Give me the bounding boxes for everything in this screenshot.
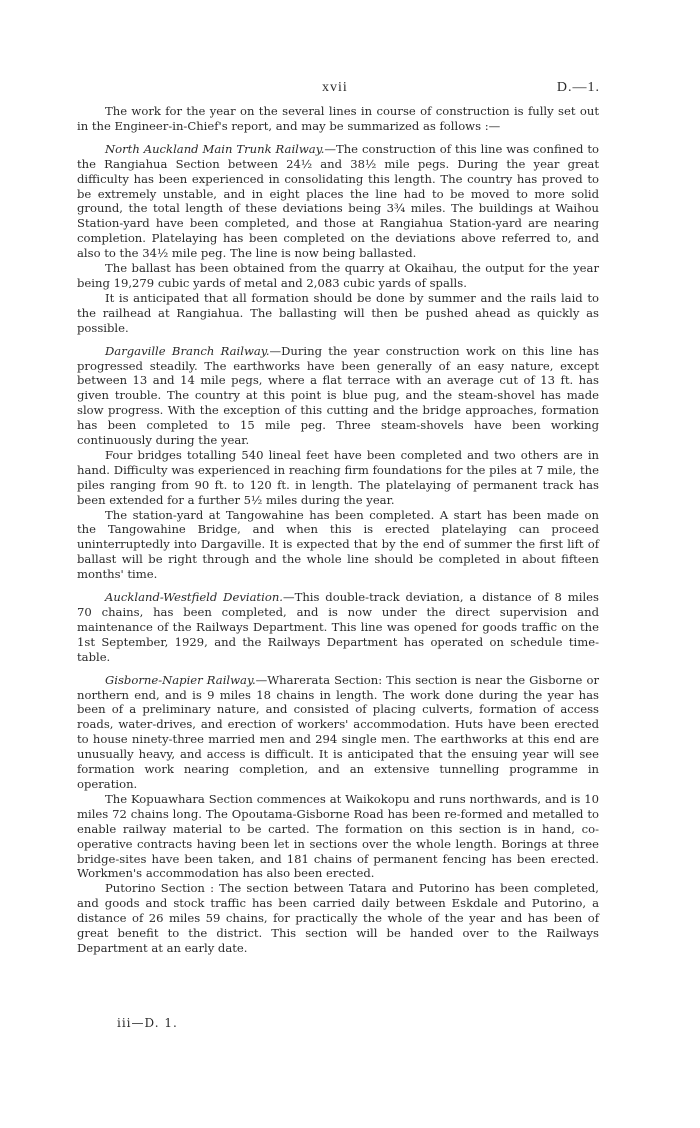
page-header: [0, 80, 700, 100]
paragraph-tangowahine: The station-yard at Tangowahine has been completed. A start has been made on the Tangowahine Bridge, and when this is erected platelaying can proceed uninterruptedly into Dargaville. It is expected that by the end of summer the first lift of ballast will be right through and the whole line should be completed in about fifteen months' time.: [77, 507, 599, 582]
signature-mark: iii—D. 1.: [117, 1016, 178, 1030]
section-heading: North Auckland Main Trunk Railway.: [105, 141, 325, 156]
report-body: [77, 104, 599, 956]
paragraph-auckland-westfield: Auckland-Westfield Deviation.—This double-track deviation, a distance of 8 miles 70 chains, has been completed, and is now under the direct supervision and maintenance of the Railways Department. This line was opened for goods traffic on the 1st September, 1929, and the Railways Department has operated on schedule time-table.: [77, 590, 599, 664]
paragraph-north-auckland: North Auckland Main Trunk Railway.—The construction of this line was confined to the Rangiahua Section between 24½ and 38½ mile pegs. During the year great difficulty has been experienced in consolidating this length. The country has proved to be extremely unstable, and in eight places the line had to be moved to more solid ground, the total length of these deviations being 3¾ miles. The buildings at Waihou Station-yard have been completed, and those at Rangiahua Station-yard are nearing completion. Platelaying has been completed on the deviations above referred to, and also to the 34½ mile peg. The line is now being ballasted.: [77, 141, 599, 261]
paragraph-ballast: The ballast has been obtained from the quarry at Okaihau, the output for the year being 19,279 cubic yards of metal and 2,083 cubic yards of spalls.: [77, 261, 599, 290]
section-heading: Gisborne-Napier Railway.: [105, 672, 256, 687]
section-heading: Dargaville Branch Railway.: [105, 343, 270, 358]
paragraph-putorino: Putorino Section : The section between Tatara and Putorino has been completed, and goods and stock traffic has been carried daily between Eskdale and Putorino, a distance of 26 miles 59 chains, for practically the whole of the year and has been of great benefit to the district. This section will be handed over to the Railways Department at an early date.: [77, 881, 599, 955]
section-heading: Auckland-Westfield Deviation.: [105, 590, 283, 605]
paragraph-kopuawhara: The Kopuawhara Section commences at Waikokopu and runs northwards, and is 10 miles 72 chains long. The Opoutama-Gisborne Road has been re-formed and metalled to enable railway material to be carted. The formation on this section is in hand, co-operative contracts having been let in sections over the whole length. Borings at three bridge-sites have been taken, and 181 chains of permanent fencing has been erected. Workmen's accommodation has also been erected.: [77, 791, 599, 881]
page-number: xvii: [322, 80, 348, 95]
paragraph-gisborne-napier: Gisborne-Napier Railway.—Wharerata Section: This section is near the Gisborne or northern end, and is 9 miles 18 chains in length. The work done during the year has been of a preliminary nature, and consisted of placing culverts, formation of access roads, water-drives, and erection of workers' accommodation. Huts have been erected to house ninety-three married men and 294 single men. The earthworks at this end are unusually heavy, and access is difficult. It is anticipated that the ensuing year will see formation work nearing completion, and an extensive tunnelling programme in operation.: [77, 672, 599, 791]
paragraph-formation: It is anticipated that all formation should be done by summer and the rails laid to the railhead at Rangiahua. The ballasting will then be pushed ahead as quickly as possible.: [77, 290, 599, 335]
paragraph-bridges: Four bridges totalling 540 lineal feet have been completed and two others are in hand. Difficulty was experienced in reaching firm foundations for the piles at 7 mile, the piles ranging from 90 ft. to 120 ft. in length. The platelaying of permanent track has been extended for a further 5½ miles during the year.: [77, 447, 599, 507]
document-reference: D.—1.: [556, 80, 600, 95]
paragraph-dargaville: Dargaville Branch Railway.—During the year construction work on this line has progressed steadily. The earthworks have been generally of an easy nature, except between 13 and 14 mile pegs, where a flat terrace with an average cut of 13 ft. has given trouble. The country at this point is blue pug, and the steam-shovel has made slow progress. With the exception of this cutting and the bridge approaches, formation has been completed to 15 mile peg. Three steam-shovels have been working continuously during the year.: [77, 343, 599, 448]
paragraph-intro: The work for the year on the several lines in course of construction is fully set out in the Engineer-in-Chief's report, and may be summarized as follows :—: [77, 104, 599, 133]
